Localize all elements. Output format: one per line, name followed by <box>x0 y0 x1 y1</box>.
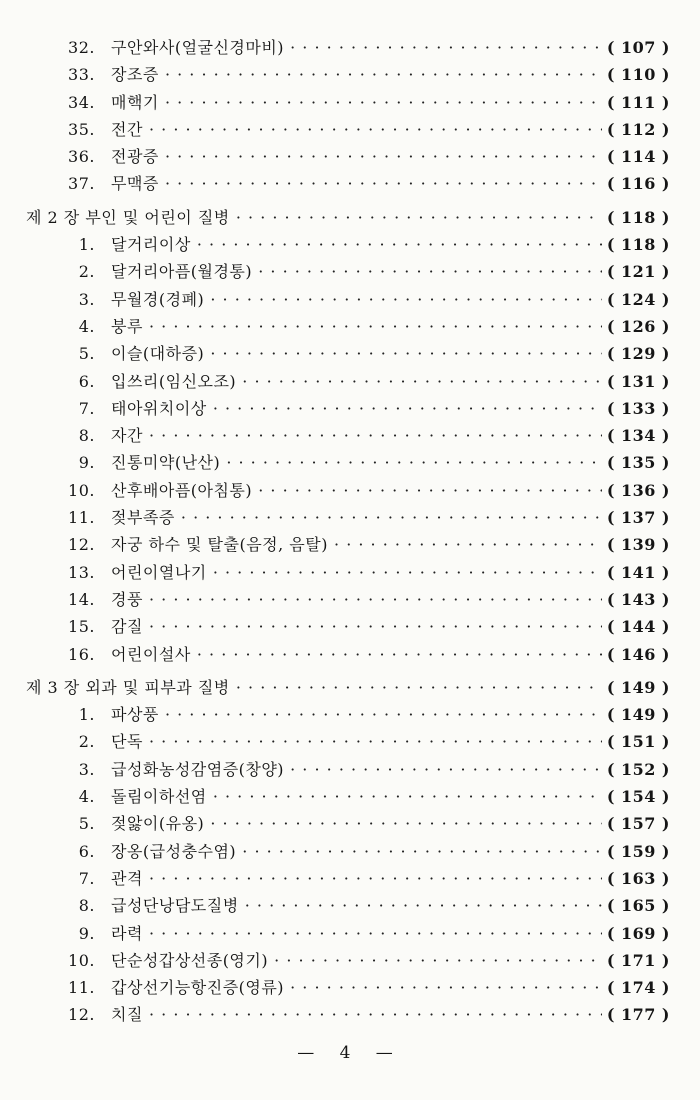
toc-entry-number: 4. <box>78 316 95 336</box>
toc-entry-title: 달거리이상 · · · <box>111 231 602 258</box>
toc-entry-row <box>0 449 700 476</box>
toc-page-reference: ( 135 ) <box>606 453 670 473</box>
toc-entry-row <box>0 395 700 422</box>
toc-entry-row <box>0 531 700 558</box>
toc-entry-number: 12. <box>68 535 95 555</box>
toc-page-reference: ( 149 ) <box>606 677 670 697</box>
toc-entry-number: 2. <box>78 262 95 282</box>
table-of-contents <box>0 34 700 1029</box>
toc-entry-title: 젖부족증 · · · <box>111 504 602 531</box>
toc-page-reference: ( 149 ) <box>606 705 670 725</box>
toc-entry-title: 관격 · · · <box>111 865 602 892</box>
toc-page-reference: ( 157 ) <box>606 814 670 834</box>
toc-page-reference: ( 146 ) <box>606 644 670 664</box>
toc-entry-row <box>0 810 700 837</box>
toc-page-reference: ( 118 ) <box>606 235 670 255</box>
toc-entry-row <box>0 231 700 258</box>
toc-entry-row <box>0 756 700 783</box>
toc-entry-number: 9. <box>78 923 95 943</box>
toc-page-reference: ( 124 ) <box>606 289 670 309</box>
toc-entry-row <box>0 89 700 116</box>
toc-entry-row <box>0 641 700 668</box>
toc-entry-row <box>0 170 700 197</box>
toc-entry-row <box>0 504 700 531</box>
toc-entry-number: 15. <box>68 617 95 637</box>
toc-page-reference: ( 159 ) <box>606 841 670 861</box>
toc-entry-number: 4. <box>78 787 95 807</box>
toc-entry-number: 16. <box>68 644 95 664</box>
toc-entry-title: 무월경(경폐) · · · <box>111 286 602 313</box>
toc-entry-title: 입쓰리(임신오조) · · · <box>111 368 602 395</box>
toc-entry-title: 달거리아픔(월경통) · · · <box>111 258 602 285</box>
toc-page-reference: ( 137 ) <box>606 508 670 528</box>
toc-entry-number: 32. <box>68 38 95 57</box>
toc-entry-number: 12. <box>68 1005 95 1025</box>
toc-entry-title: 산후배아픔(아침통) · · · <box>111 477 602 504</box>
toc-entry-title: 단독 · · · <box>111 728 602 755</box>
toc-page-reference: ( 112 ) <box>606 119 670 139</box>
toc-entry-row <box>0 974 700 1001</box>
toc-entry-title: 갑상선기능항진증(영류) · · · <box>111 974 602 1001</box>
toc-page-reference: ( 110 ) <box>606 65 670 85</box>
toc-page-reference: ( 152 ) <box>606 759 670 779</box>
toc-entry-row <box>0 728 700 755</box>
toc-entry-title: 매핵기 · · · <box>111 89 602 116</box>
toc-chapter-row <box>0 204 700 231</box>
toc-entry-title: 파상풍 · · · <box>111 701 602 728</box>
toc-page-reference: ( 169 ) <box>606 923 670 943</box>
toc-entry-title: 자간 · · · <box>111 422 602 449</box>
toc-entry-number: 5. <box>78 814 95 834</box>
toc-entry-row <box>0 783 700 810</box>
toc-entry-title: 장조증 · · · <box>111 61 602 88</box>
toc-chapter-row <box>0 674 700 701</box>
toc-entry-row <box>0 947 700 974</box>
toc-entry-number: 8. <box>78 426 95 446</box>
toc-page-reference: ( 154 ) <box>606 787 670 807</box>
toc-chapter-title: 제 3 장 외과 및 피부과 질병 · · · <box>26 674 602 701</box>
toc-entry-row <box>0 892 700 919</box>
toc-page-reference: ( 177 ) <box>606 1005 670 1025</box>
toc-entry-title: 라력 · · · <box>111 920 602 947</box>
toc-entry-row <box>0 34 700 61</box>
toc-entry-title: 돌림이하선염 · · · <box>111 783 602 810</box>
toc-entry-row <box>0 559 700 586</box>
toc-page-reference: ( 116 ) <box>606 174 670 194</box>
toc-entry-number: 5. <box>78 344 95 364</box>
toc-entry-number: 34. <box>68 92 95 112</box>
toc-page-reference: ( 174 ) <box>606 978 670 998</box>
toc-entry-title: 무맥증 · · · <box>111 170 602 197</box>
toc-entry-row <box>0 865 700 892</box>
toc-page-reference: ( 151 ) <box>606 732 670 752</box>
toc-entry-number: 1. <box>78 235 95 255</box>
toc-entry-title: 진통미약(난산) · · · <box>111 449 602 476</box>
toc-entry-number: 36. <box>68 147 95 167</box>
toc-entry-number: 10. <box>68 950 95 970</box>
toc-entry-row <box>0 838 700 865</box>
toc-entry-title: 이슬(대하증) · · · <box>111 340 602 367</box>
toc-entry-number: 33. <box>68 65 95 85</box>
toc-page-reference: ( 121 ) <box>606 262 670 282</box>
toc-entry-title: 구안와사(얼굴신경마비) · · · <box>111 34 602 61</box>
toc-entry-title: 급성단낭담도질병 · · · <box>111 892 602 919</box>
toc-entry-number: 6. <box>78 371 95 391</box>
page-number: — 4 — <box>297 1043 403 1063</box>
toc-entry-title: 태아위치이상 · · · <box>111 395 602 422</box>
toc-entry-row <box>0 1001 700 1028</box>
toc-page-reference: ( 131 ) <box>606 371 670 391</box>
toc-entry-title: 치질 · · · <box>111 1001 602 1028</box>
toc-page-reference: ( 139 ) <box>606 535 670 555</box>
toc-page-reference: ( 163 ) <box>606 868 670 888</box>
toc-page-reference: ( 136 ) <box>606 480 670 500</box>
toc-entry-number: 10. <box>68 480 95 500</box>
toc-page-reference: ( 118 ) <box>606 207 670 227</box>
toc-entry-number: 3. <box>78 759 95 779</box>
toc-entry-title: 전광증 · · · <box>111 143 602 170</box>
toc-entry-row <box>0 116 700 143</box>
toc-entry-title: 단순성갑상선종(영기) · · · <box>111 947 602 974</box>
toc-entry-number: 6. <box>78 841 95 861</box>
toc-page-reference: ( 144 ) <box>606 617 670 637</box>
toc-page-reference: ( 129 ) <box>606 344 670 364</box>
toc-entry-number: 7. <box>78 398 95 418</box>
toc-entry-title: 자궁 하수 및 탈출(음정, 음탈) · · · <box>111 531 602 558</box>
toc-entry-title: 어린이설사 · · · <box>111 641 602 668</box>
toc-entry-number: 13. <box>68 562 95 582</box>
toc-entry-number: 11. <box>68 508 95 528</box>
toc-entry-row <box>0 313 700 340</box>
toc-chapter-title: 제 2 장 부인 및 어린이 질병 · · · <box>26 204 602 231</box>
toc-entry-title: 젖앓이(유옹) · · · <box>111 810 602 837</box>
toc-entry-row <box>0 701 700 728</box>
toc-page-reference: ( 111 ) <box>606 92 670 112</box>
toc-page-reference: ( 133 ) <box>606 398 670 418</box>
toc-page-reference: ( 114 ) <box>606 147 670 167</box>
toc-page-reference: ( 126 ) <box>606 316 670 336</box>
toc-entry-number: 8. <box>78 896 95 916</box>
toc-entry-number: 11. <box>68 978 95 998</box>
toc-entry-number: 14. <box>68 589 95 609</box>
toc-page-reference: ( 134 ) <box>606 426 670 446</box>
toc-entry-title: 급성화농성감염증(창양) · · · <box>111 756 602 783</box>
toc-entry-row <box>0 61 700 88</box>
toc-entry-number: 2. <box>78 732 95 752</box>
toc-entry-row <box>0 477 700 504</box>
toc-entry-number: 1. <box>78 705 95 725</box>
toc-entry-row <box>0 368 700 395</box>
toc-page-reference: ( 165 ) <box>606 896 670 916</box>
toc-page-reference: ( 107 ) <box>606 38 670 57</box>
toc-entry-title: 전간 · · · <box>111 116 602 143</box>
toc-entry-row <box>0 340 700 367</box>
toc-entry-title: 어린이열나기 · · · <box>111 559 602 586</box>
toc-entry-number: 37. <box>68 174 95 194</box>
toc-entry-row <box>0 920 700 947</box>
toc-entry-number: 3. <box>78 289 95 309</box>
toc-page-reference: ( 141 ) <box>606 562 670 582</box>
toc-entry-row <box>0 286 700 313</box>
toc-page-reference: ( 171 ) <box>606 950 670 970</box>
toc-entry-row <box>0 143 700 170</box>
toc-entry-number: 35. <box>68 119 95 139</box>
toc-page-reference: ( 143 ) <box>606 589 670 609</box>
toc-entry-row <box>0 586 700 613</box>
toc-entry-row <box>0 422 700 449</box>
toc-entry-title: 장옹(급성충수염) · · · <box>111 838 602 865</box>
toc-entry-number: 9. <box>78 453 95 473</box>
toc-entry-row <box>0 258 700 285</box>
toc-entry-title: 붕루 · · · <box>111 313 602 340</box>
toc-entry-row <box>0 613 700 640</box>
toc-entry-title: 경풍 · · · <box>111 586 602 613</box>
toc-entry-title: 감질 · · · <box>111 613 602 640</box>
toc-entry-number: 7. <box>78 868 95 888</box>
